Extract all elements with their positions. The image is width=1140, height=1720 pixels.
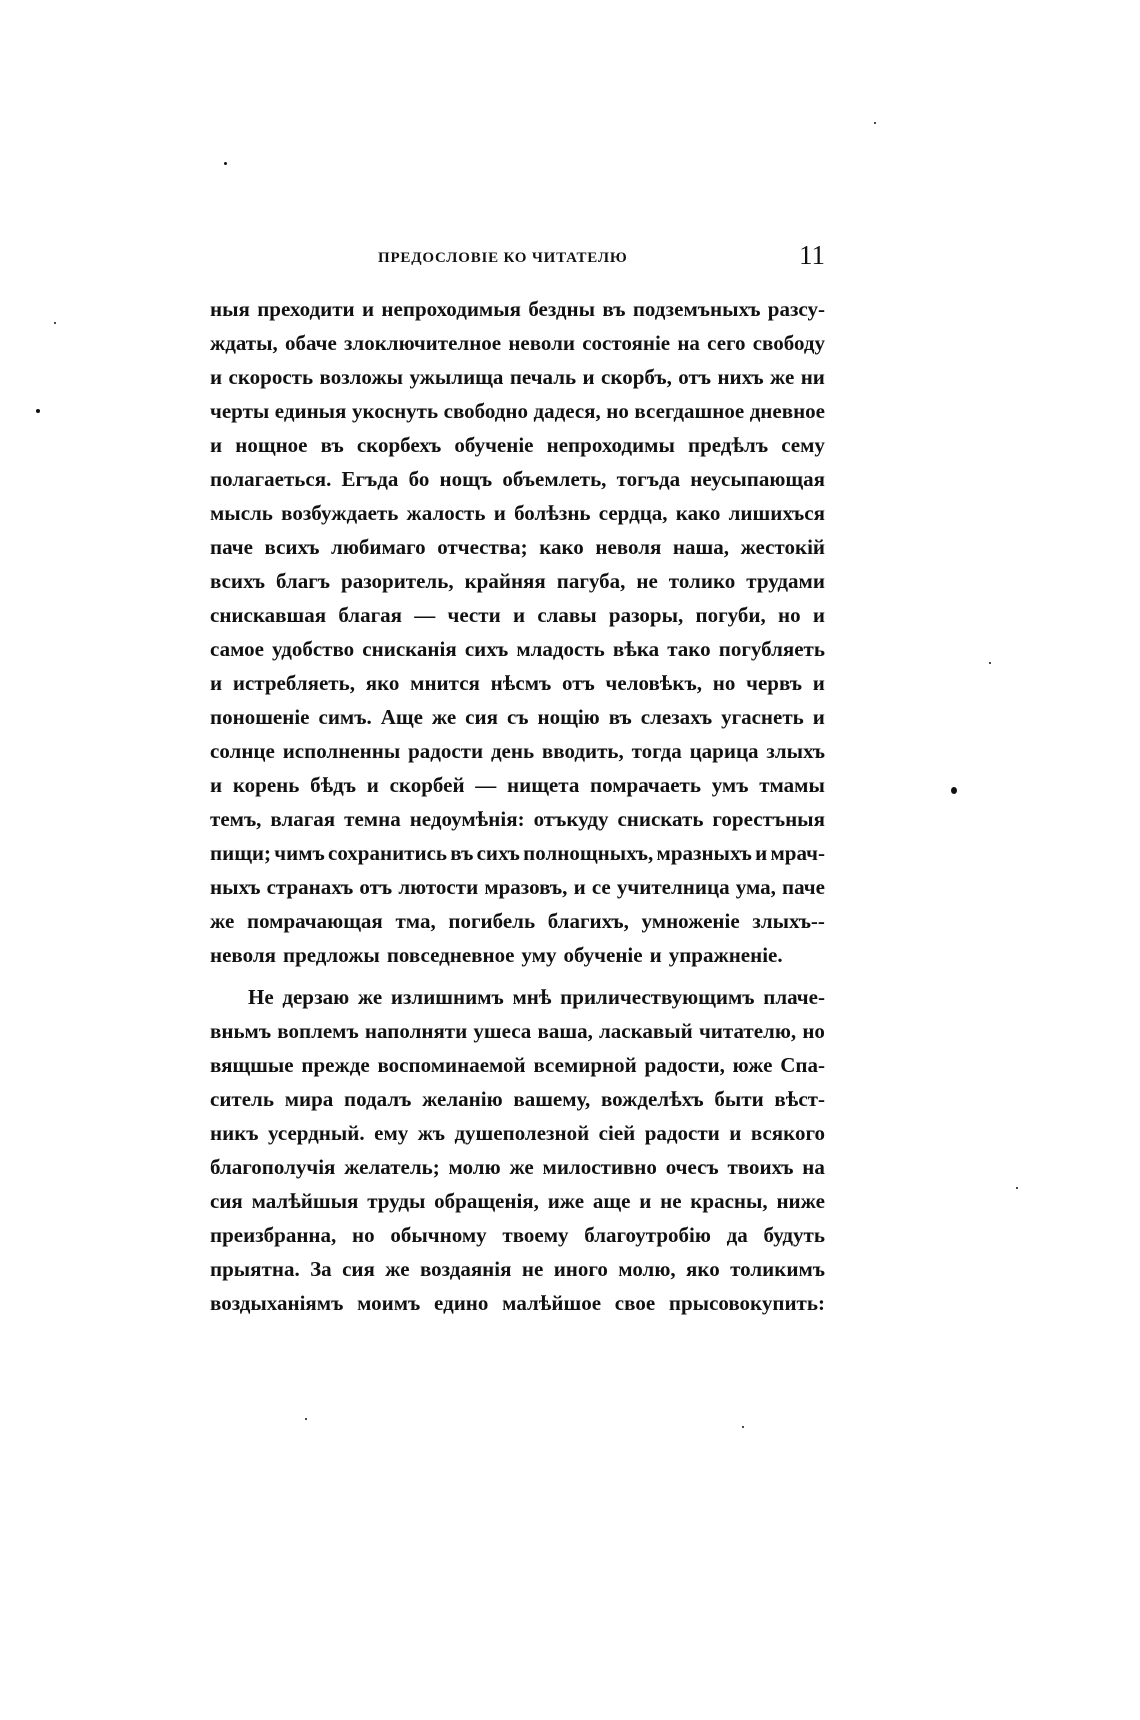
text-line xyxy=(210,1150,825,1184)
text-line xyxy=(210,360,825,394)
word: единыя xyxy=(274,399,347,423)
word: да xyxy=(726,1223,748,1247)
paragraph xyxy=(210,980,825,1320)
word: толикимъ xyxy=(730,1257,825,1281)
print-speck xyxy=(989,662,991,664)
word: погуби, xyxy=(695,603,766,627)
word: удобство xyxy=(272,637,355,661)
word: полнощныхъ, xyxy=(523,841,654,865)
word: не xyxy=(521,1257,544,1281)
word: обращенiя, xyxy=(434,1189,539,1213)
word: поношенiе xyxy=(210,705,310,729)
text-line xyxy=(210,980,825,1014)
word: вводить, xyxy=(541,739,624,763)
word: погибель xyxy=(448,909,536,933)
word: сердца, xyxy=(598,501,668,525)
word: и xyxy=(639,1189,652,1213)
print-speck xyxy=(54,322,56,324)
word: воздыханiямъ xyxy=(210,1291,344,1315)
word: вашему, xyxy=(513,1087,591,1111)
word: отъ xyxy=(562,671,595,695)
word: и xyxy=(493,501,506,525)
word: и xyxy=(729,1121,742,1145)
word: ума, xyxy=(735,875,776,899)
word: како xyxy=(675,501,721,525)
word: умъ xyxy=(711,773,749,797)
word: тма, xyxy=(395,909,436,933)
word: странахъ xyxy=(266,875,354,899)
word: подземъныхъ xyxy=(632,297,761,321)
word: въ xyxy=(602,297,626,321)
word: скорость xyxy=(228,365,314,389)
word: помрачающая xyxy=(246,909,383,933)
word: толико xyxy=(668,569,736,593)
word: предложы xyxy=(282,943,380,967)
word: — xyxy=(414,603,436,627)
word: упражненiе. xyxy=(668,943,783,967)
word: мира xyxy=(284,1087,334,1111)
word: ситель xyxy=(210,1087,274,1111)
word: малѣйшыя xyxy=(251,1189,359,1213)
word: и xyxy=(366,773,379,797)
word: корень xyxy=(232,773,300,797)
word: и xyxy=(812,603,825,627)
word: едино xyxy=(434,1291,489,1315)
word: тако xyxy=(667,637,711,661)
word: воспоминаемой xyxy=(377,1053,526,1077)
word: дерзаю xyxy=(282,985,350,1009)
word: нощъ xyxy=(439,467,493,491)
word: въ xyxy=(608,705,632,729)
word: твоихъ xyxy=(727,1155,794,1179)
text-line xyxy=(210,734,825,768)
word: ваша, xyxy=(537,1019,593,1043)
word: и xyxy=(812,671,825,695)
word: бездны xyxy=(528,297,596,321)
paragraph xyxy=(210,292,825,972)
word: отъ xyxy=(678,365,712,389)
word: разоры, xyxy=(608,603,684,627)
word: прыятна. xyxy=(210,1257,300,1281)
word: неволя xyxy=(210,943,276,967)
word: пищи; xyxy=(210,841,272,865)
word: снискавшая xyxy=(210,603,327,627)
page-header xyxy=(210,240,825,276)
word: милостивно xyxy=(542,1155,657,1179)
word: неволи xyxy=(508,331,576,355)
text-line xyxy=(210,530,825,564)
word: сия xyxy=(210,1189,243,1213)
word: очесъ xyxy=(665,1155,719,1179)
word: и xyxy=(210,773,223,797)
print-speck xyxy=(1016,1187,1018,1189)
body-text xyxy=(210,292,825,1320)
text-line xyxy=(210,1218,825,1252)
word: ждаты, xyxy=(210,331,278,355)
word: обученiе xyxy=(454,433,534,457)
word: вньмъ xyxy=(210,1019,272,1043)
word: разсу- xyxy=(767,297,825,321)
word: Аще xyxy=(380,705,423,729)
word: же xyxy=(431,705,457,729)
word: черты xyxy=(210,399,270,423)
word: Егъда xyxy=(341,467,399,491)
word: червъ xyxy=(746,671,803,695)
page-number: 11 xyxy=(799,240,825,270)
word: истребляеть, xyxy=(232,671,355,695)
word: скорбехъ xyxy=(356,433,442,457)
word: и xyxy=(512,603,526,627)
word: желанiю xyxy=(422,1087,503,1111)
word: наполняти xyxy=(364,1019,468,1043)
word: вожделѣхъ xyxy=(600,1087,704,1111)
word: молю, xyxy=(618,1257,676,1281)
word: влагая xyxy=(270,807,336,831)
word: и xyxy=(812,705,825,729)
word: день xyxy=(490,739,535,763)
word: мысль xyxy=(210,501,273,525)
word: малѣйшое xyxy=(502,1291,602,1315)
word: въ xyxy=(320,433,344,457)
word: непроходимы xyxy=(546,433,675,457)
word: возбуждаеть xyxy=(281,501,399,525)
word: же xyxy=(770,365,795,389)
word: ныя xyxy=(210,297,250,321)
word: радости, xyxy=(644,1053,725,1077)
word: темна xyxy=(344,807,401,831)
word: злоключителное xyxy=(343,331,502,355)
word: быти xyxy=(714,1087,764,1111)
word: сохранитись xyxy=(328,841,448,865)
word: како xyxy=(539,535,584,559)
word: нихъ xyxy=(717,365,764,389)
word: жестокiй xyxy=(740,535,825,559)
word: вѣка xyxy=(612,637,660,661)
text-line xyxy=(210,326,825,360)
print-speck xyxy=(874,122,876,124)
word: не xyxy=(660,1189,682,1213)
word: сiей xyxy=(598,1121,636,1145)
word: За xyxy=(310,1257,332,1281)
word: вѣст- xyxy=(774,1087,825,1111)
word: приличествующимъ xyxy=(560,985,755,1009)
word: аще xyxy=(592,1189,631,1213)
word: ни xyxy=(800,365,825,389)
word: погубляеть xyxy=(718,637,825,661)
text-line xyxy=(210,394,825,428)
word: уму xyxy=(521,943,557,967)
word: свое xyxy=(614,1291,656,1315)
word: угаснеть xyxy=(721,705,804,729)
word: отчества; xyxy=(437,535,528,559)
word: твоему xyxy=(502,1223,569,1247)
word: мнится xyxy=(410,671,480,695)
word: всихъ xyxy=(210,569,265,593)
text-line xyxy=(210,462,825,496)
word: тогъда xyxy=(616,467,681,491)
word: душеполезной xyxy=(454,1121,590,1145)
word: скорбей xyxy=(389,773,465,797)
word: Спа- xyxy=(780,1053,825,1077)
word: подалъ xyxy=(344,1087,412,1111)
word: но xyxy=(712,671,736,695)
paragraph-gap xyxy=(210,972,825,980)
word: жалость xyxy=(406,501,486,525)
word: предѣлъ xyxy=(687,433,769,457)
word: жъ xyxy=(417,1121,445,1145)
word: и xyxy=(210,671,223,695)
word: но xyxy=(606,399,629,423)
word: и xyxy=(210,365,223,389)
word: разоритель, xyxy=(341,569,454,593)
word: нѣсмъ xyxy=(490,671,552,695)
word: сего xyxy=(707,331,746,355)
word: всихъ xyxy=(264,535,320,559)
word: радости xyxy=(644,1121,720,1145)
word: обаче xyxy=(284,331,337,355)
word: и xyxy=(582,365,595,389)
word: обученiе xyxy=(563,943,643,967)
word: симъ. xyxy=(318,705,372,729)
print-speck xyxy=(224,162,227,165)
word: же xyxy=(385,1257,410,1281)
word: злыхъ xyxy=(766,739,825,763)
word: усердный. xyxy=(268,1121,365,1145)
word: младость xyxy=(516,637,605,661)
word: снисканiя xyxy=(362,637,457,661)
word: отъ xyxy=(359,875,393,899)
text-line xyxy=(210,564,825,598)
word: нощное xyxy=(235,433,308,457)
word: сия xyxy=(342,1257,375,1281)
word: юже xyxy=(732,1053,773,1077)
print-speck xyxy=(305,1418,307,1420)
word: же xyxy=(210,909,235,933)
word: снискать xyxy=(617,807,704,831)
word: тмамы xyxy=(759,773,825,797)
word: радости xyxy=(408,739,484,763)
word: злыхъ-- xyxy=(752,909,825,933)
print-speck xyxy=(36,409,40,413)
word: красны, xyxy=(690,1189,768,1213)
word: отъкуду xyxy=(533,807,609,831)
word: и xyxy=(361,297,375,321)
text-line xyxy=(210,1286,825,1320)
word: ниже xyxy=(776,1189,825,1213)
text-line xyxy=(210,1252,825,1286)
word: желатель; xyxy=(344,1155,440,1179)
word: всякого xyxy=(750,1121,825,1145)
text-line xyxy=(210,802,825,836)
text-line xyxy=(210,836,825,870)
word: благая xyxy=(338,603,402,627)
word: состоянiе xyxy=(582,331,671,355)
word: на xyxy=(802,1155,825,1179)
word: непроходимыя xyxy=(381,297,521,321)
word: учителница xyxy=(616,875,730,899)
word: ужылища xyxy=(409,365,504,389)
word: нищета xyxy=(507,773,580,797)
word: сихъ xyxy=(476,841,520,865)
word: — xyxy=(475,773,497,797)
word: умноженiе xyxy=(641,909,740,933)
print-speck xyxy=(951,787,957,794)
word: мрач- xyxy=(770,841,825,865)
text-line xyxy=(210,1082,825,1116)
word: плаче- xyxy=(763,985,825,1009)
word: се xyxy=(591,875,611,899)
word: мнѣ xyxy=(512,985,552,1009)
word: никъ xyxy=(210,1121,259,1145)
word: иного xyxy=(553,1257,608,1281)
text-line xyxy=(210,938,825,972)
word: благоутробiю xyxy=(584,1223,711,1247)
word: ему xyxy=(374,1121,409,1145)
word: любимаго xyxy=(331,535,426,559)
word: и xyxy=(573,875,586,899)
word: печаль xyxy=(509,365,577,389)
print-speck xyxy=(742,1426,744,1428)
word: дадеся, xyxy=(533,399,601,423)
word: повседневное xyxy=(386,943,515,967)
word: дневное xyxy=(749,399,825,423)
word: скорбъ, xyxy=(601,365,672,389)
word: тогда xyxy=(631,739,682,763)
word: съ xyxy=(506,705,529,729)
word: ныхъ xyxy=(210,875,261,899)
word: преходити xyxy=(257,297,355,321)
word: лютости xyxy=(398,875,479,899)
word: укоснуть xyxy=(351,399,439,423)
word: чести xyxy=(447,603,501,627)
word: пагуба, xyxy=(556,569,626,593)
word: же xyxy=(357,985,383,1009)
running-head: ПРЕДОСЛОВІЕ КО ЧИТАТЕЛЮ xyxy=(378,250,628,266)
word: болѣзнь xyxy=(514,501,591,525)
word: вящшые xyxy=(210,1053,294,1077)
word: всемирной xyxy=(533,1053,637,1077)
text-line xyxy=(210,1014,825,1048)
text-line xyxy=(210,666,825,700)
word: моимъ xyxy=(357,1291,421,1315)
word: бо xyxy=(408,467,430,491)
word: и xyxy=(649,943,662,967)
word: сихъ xyxy=(464,637,509,661)
word: исполненны xyxy=(282,739,401,763)
text-line xyxy=(210,700,825,734)
word: человѣкъ, xyxy=(605,671,703,695)
word: солнце xyxy=(210,739,275,763)
word: благихъ, xyxy=(547,909,629,933)
word: благъ xyxy=(275,569,331,593)
word: паче xyxy=(782,875,825,899)
text-line xyxy=(210,870,825,904)
word: на xyxy=(677,331,700,355)
word: ушеса xyxy=(473,1019,532,1043)
word: лишихъся xyxy=(728,501,825,525)
word: ласкавый xyxy=(599,1019,693,1043)
text-line xyxy=(210,292,825,326)
word: и xyxy=(210,433,223,457)
text-line xyxy=(210,904,825,938)
word: мразныхъ xyxy=(656,841,752,865)
word: обычному xyxy=(390,1223,487,1247)
word: прысовокупить: xyxy=(668,1291,825,1315)
word: всегдашное xyxy=(634,399,745,423)
word: но xyxy=(802,1019,825,1043)
word: же xyxy=(509,1155,534,1179)
text-line xyxy=(210,632,825,666)
word: въ xyxy=(450,841,474,865)
word: преизбранна, xyxy=(210,1223,337,1247)
word: возложы xyxy=(319,365,404,389)
word: читателю, xyxy=(698,1019,797,1043)
word: полагаеться. xyxy=(210,467,332,491)
text-line xyxy=(210,1116,825,1150)
word: славы xyxy=(537,603,597,627)
word: неволя xyxy=(595,535,662,559)
text-line xyxy=(210,496,825,530)
word: чимъ xyxy=(274,841,325,865)
word: Не xyxy=(248,985,274,1009)
word: помрачаеть xyxy=(590,773,701,797)
word: благополучiя xyxy=(210,1155,336,1179)
word: сему xyxy=(781,433,825,457)
word: паче xyxy=(210,535,253,559)
word: недоумѣнiя: xyxy=(409,807,525,831)
word: свободу xyxy=(752,331,825,355)
word: нощiю xyxy=(537,705,600,729)
word: трудами xyxy=(746,569,825,593)
word: объемлеть, xyxy=(502,467,607,491)
word: прежде xyxy=(301,1053,370,1077)
word: темъ, xyxy=(210,807,262,831)
word: труды xyxy=(367,1189,426,1213)
word: воплемъ xyxy=(277,1019,359,1043)
word: яко xyxy=(686,1257,720,1281)
word: воздаянiя xyxy=(419,1257,512,1281)
text-line xyxy=(210,768,825,802)
word: и xyxy=(755,841,768,865)
word: но xyxy=(778,603,801,627)
word: не xyxy=(636,569,658,593)
word: яко xyxy=(365,671,400,695)
word: крайняя xyxy=(464,569,546,593)
word: свободно xyxy=(443,399,528,423)
word: слезахъ xyxy=(640,705,713,729)
word: наша, xyxy=(672,535,730,559)
text-line xyxy=(210,598,825,632)
word: неусыпающая xyxy=(690,467,825,491)
word: бѣдъ xyxy=(310,773,357,797)
text-line xyxy=(210,428,825,462)
word: горестъныя xyxy=(712,807,825,831)
word: мразовъ, xyxy=(484,875,568,899)
word: царица xyxy=(689,739,759,763)
word: но xyxy=(352,1223,375,1247)
word: сия xyxy=(465,705,498,729)
text-line xyxy=(210,1184,825,1218)
text-line xyxy=(210,1048,825,1082)
word: будуть xyxy=(763,1223,825,1247)
word: самое xyxy=(210,637,264,661)
word: молю xyxy=(448,1155,501,1179)
word: излишнимъ xyxy=(390,985,504,1009)
word: иже xyxy=(547,1189,585,1213)
